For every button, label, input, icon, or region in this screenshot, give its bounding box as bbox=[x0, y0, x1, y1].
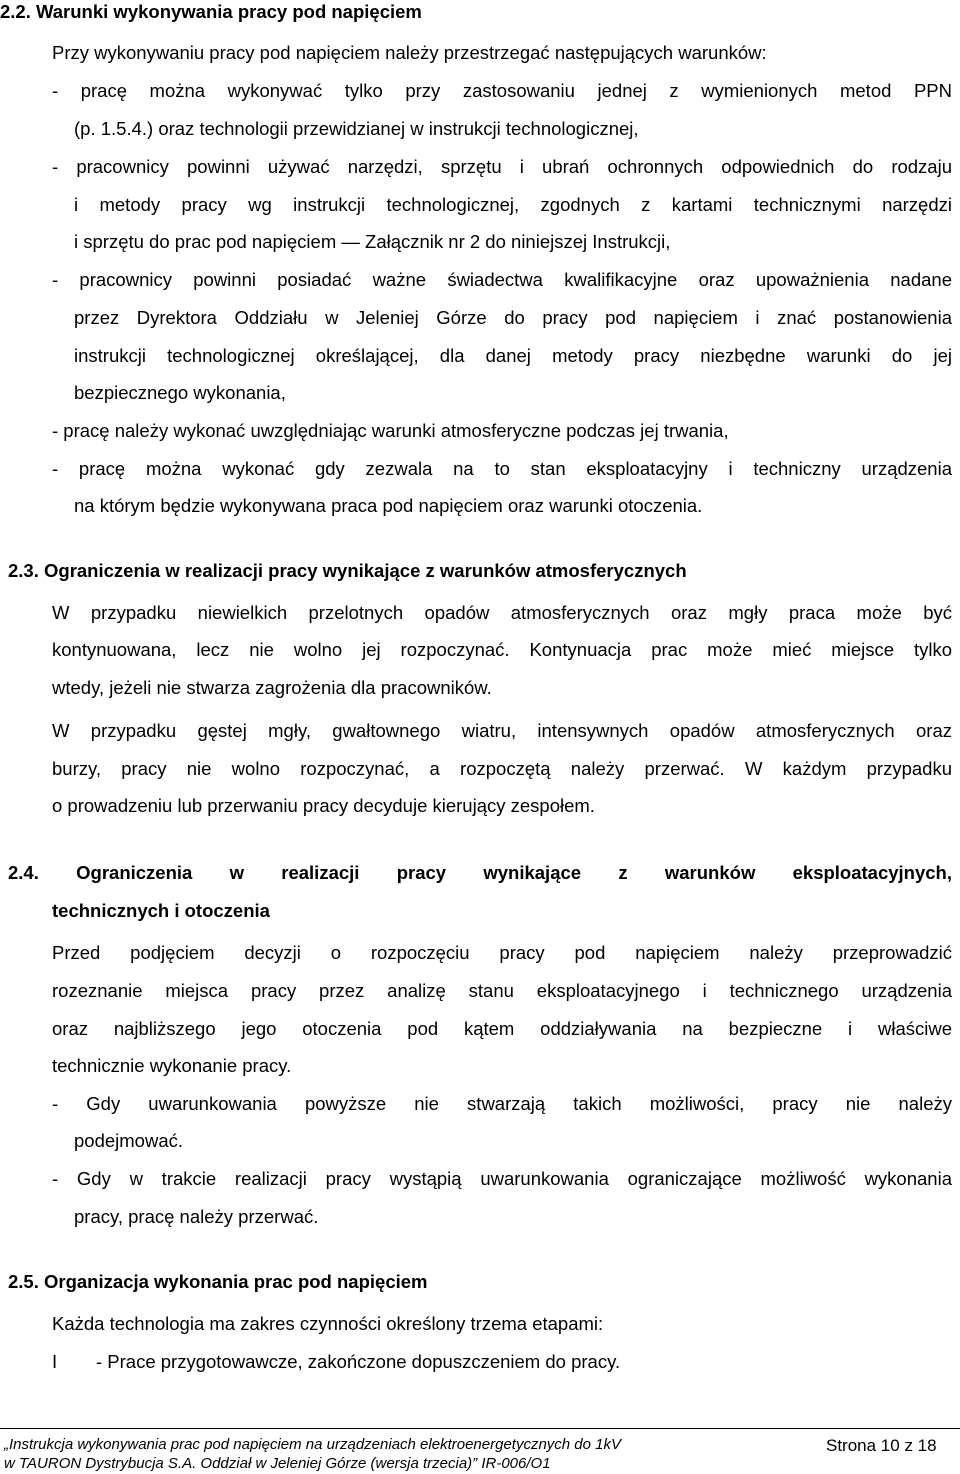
s23-p2-line-3: o prowadzeniu lub przerwaniu pracy decyduje kierujący zespołem. bbox=[52, 795, 595, 816]
stage-number: I bbox=[52, 1351, 58, 1372]
bullet-5-line-2: na którym będzie wykonywana praca pod napięciem oraz warunki otoczenia. bbox=[74, 495, 703, 516]
footer-line-1: „Instrukcja wykonywania prac pod napięciem na urządzeniach elektroenergetycznych do 1kV bbox=[4, 1436, 621, 1453]
s24-p1-line-4: technicznie wykonanie pracy. bbox=[52, 1055, 292, 1076]
bullet-1-line-2: (p. 1.5.4.) oraz technologii przewidzianej w instrukcji technologicznej, bbox=[74, 118, 639, 139]
s23-p1-line-3: wtedy, jeżeli nie stwarza zagrożenia dla pracowników. bbox=[52, 677, 492, 698]
section-2-3-heading: 2.3. Ograniczenia w realizacji pracy wynikające z warunków atmosferycznych bbox=[8, 560, 687, 581]
section-2-4-heading-line-2: technicznych i otoczenia bbox=[52, 900, 270, 921]
bullet-1-line-1: - pracę można wykonywać tylko przy zastosowaniu jednej z wymienionych metod PPN bbox=[52, 80, 952, 101]
s24-p1-line-3: oraz najbliższego jego otoczenia pod kątem oddziaływania na bezpieczne i właściwe bbox=[52, 1018, 952, 1039]
footer-divider bbox=[0, 1428, 960, 1429]
s23-p2-line-1: W przypadku gęstej mgły, gwałtownego wiatru, intensywnych opadów atmosferycznych oraz bbox=[52, 720, 952, 741]
bullet-3-line-4: bezpiecznego wykonania, bbox=[74, 382, 286, 403]
section-2-2-intro: Przy wykonywaniu pracy pod napięciem należy przestrzegać następujących warunków: bbox=[52, 42, 767, 63]
bullet-2-line-1: - pracownicy powinni używać narzędzi, sprzętu i ubrań ochronnych odpowiednich do rodzaju bbox=[52, 156, 952, 177]
s23-p1-line-1: W przypadku niewielkich przelotnych opadów atmosferycznych oraz mgły praca może być bbox=[52, 602, 952, 623]
bullet-4: - pracę należy wykonać uwzględniając warunki atmosferyczne podczas jej trwania, bbox=[52, 420, 729, 441]
section-2-5-heading: 2.5. Organizacja wykonania prac pod napięciem bbox=[8, 1271, 428, 1292]
s24-p1-line-2: rozeznanie miejsca pracy przez analizę stanu eksploatacyjnego i technicznego urządzenia bbox=[52, 980, 952, 1001]
bullet-3-line-2: przez Dyrektora Oddziału w Jeleniej Górze do pracy pod napięciem i znać postanowienia bbox=[74, 307, 952, 328]
page-number: Strona 10 z 18 bbox=[826, 1436, 937, 1455]
s23-p2-line-2: burzy, pracy nie wolno rozpoczynać, a rozpoczętą należy przerwać. W każdym przypadku bbox=[52, 758, 952, 779]
section-2-2-heading: 2.2. Warunki wykonywania pracy pod napięciem bbox=[0, 1, 422, 22]
stage-text: - Prace przygotowawcze, zakończone dopuszczeniem do pracy. bbox=[96, 1351, 621, 1372]
s24-bullet-2-line-1: - Gdy w trakcie realizacji pracy wystąpią uwarunkowania ograniczające możliwość wykonania bbox=[52, 1168, 952, 1189]
s24-bullet-2-line-2: pracy, pracę należy przerwać. bbox=[74, 1206, 319, 1227]
bullet-5-line-1: - pracę można wykonać gdy zezwala na to stan eksploatacyjny i techniczny urządzenia bbox=[52, 458, 952, 479]
s25-p1: Każda technologia ma zakres czynności określony trzema etapami: bbox=[52, 1313, 604, 1334]
s24-bullet-1-line-1: - Gdy uwarunkowania powyższe nie stwarzają takich możliwości, pracy nie należy bbox=[52, 1093, 952, 1114]
footer-line-2: w TAURON Dystrybucja S.A. Oddział w Jeleniej Górze (wersja trzecia)” IR-006/O1 bbox=[4, 1455, 551, 1472]
section-2-4-heading-line-1: 2.4. Ograniczenia w realizacji pracy wynikające z warunków eksploatacyjnych, bbox=[8, 862, 952, 883]
s23-p1-line-2: kontynuowana, lecz nie wolno jej rozpoczynać. Kontynuacja prac może mieć miejsce tylko bbox=[52, 639, 952, 660]
bullet-2-line-3: i sprzętu do prac pod napięciem — Załącznik nr 2 do niniejszej Instrukcji, bbox=[74, 231, 671, 252]
s24-p1-line-1: Przed podjęciem decyzji o rozpoczęciu pracy pod napięciem należy przeprowadzić bbox=[52, 942, 952, 963]
bullet-3-line-3: instrukcji technologicznej określającej, dla danej metody pracy niezbędne warunki do jej bbox=[74, 345, 952, 366]
bullet-2-line-2: i metody pracy wg instrukcji technologicznej, zgodnych z kartami technicznymi narzędzi bbox=[74, 194, 952, 215]
s24-bullet-1-line-2: podejmować. bbox=[74, 1130, 184, 1151]
bullet-3-line-1: - pracownicy powinni posiadać ważne świadectwa kwalifikacyjne oraz upoważnienia nadane bbox=[52, 269, 952, 290]
